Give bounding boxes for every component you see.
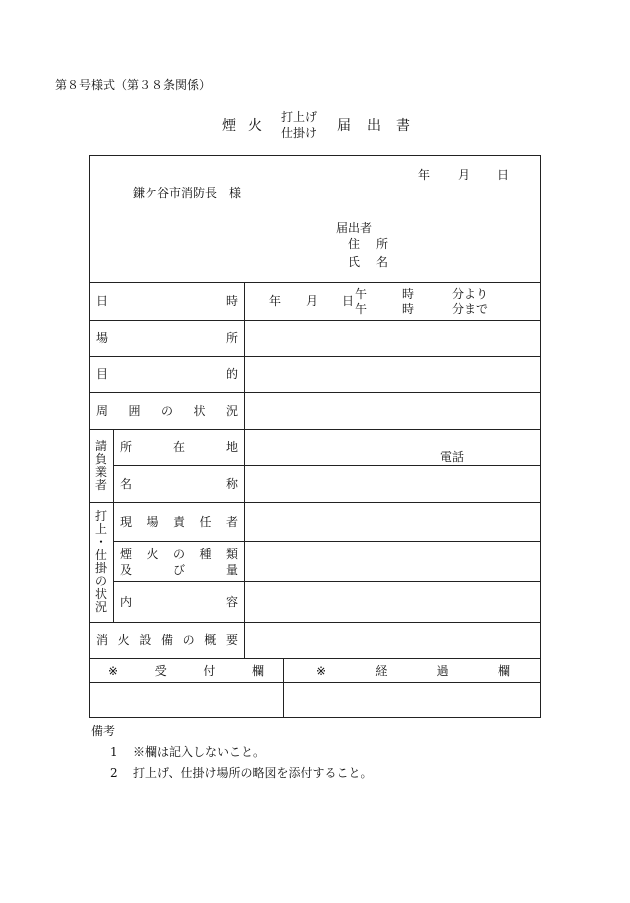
- surroundings-field[interactable]: [245, 393, 540, 429]
- group-column-divider: [113, 429, 114, 623]
- note-text: 打上げ、仕掛け場所の略図を添付すること。: [133, 766, 373, 780]
- display-group-label: 打 上 ・ 仕 掛 の 状 況: [94, 509, 107, 614]
- footer-column-divider: [283, 658, 284, 718]
- datetime-minute-from: 分より: [452, 287, 489, 301]
- reception-column-header: ※ 受 付 欄: [108, 664, 264, 678]
- note-text: ※欄は記入しないこと。: [133, 745, 266, 759]
- datetime-month: 月: [306, 294, 319, 308]
- title-char: 煙: [222, 118, 236, 134]
- progress-column-header: ※ 経 過 欄: [316, 664, 510, 678]
- purpose-field[interactable]: [245, 357, 540, 392]
- title-option-set-fireworks: 仕掛け: [281, 126, 318, 140]
- title-char: 火: [248, 118, 262, 134]
- fire-equipment-field[interactable]: [245, 623, 540, 658]
- contractor-group-label: 請 負 業 者: [94, 439, 107, 492]
- datetime-ampm-from: 午: [355, 287, 368, 301]
- notes-heading: 備考: [91, 724, 116, 738]
- table-border-right: [540, 155, 541, 718]
- contents-field[interactable]: [245, 582, 540, 622]
- contractor-name-label: 名 称: [120, 477, 238, 491]
- contractor-phone-label: 電話: [440, 450, 465, 464]
- addressee: 鎌ケ谷市消防長 様: [133, 186, 242, 200]
- fire-equipment-label: 消 火 設 備 の 概 要: [96, 633, 238, 647]
- notifier-address-label: 住 所: [348, 237, 388, 251]
- table-border-left: [89, 155, 90, 718]
- purpose-label: 目 的: [96, 367, 238, 381]
- row-divider: [89, 429, 541, 430]
- date-year-label: 年: [418, 168, 431, 182]
- datetime-day: 日: [342, 294, 355, 308]
- fireworks-kind-field[interactable]: [245, 542, 540, 581]
- site-manager-label: 現 場 責 任 者: [120, 515, 238, 529]
- title-option-fireworks-launch: 打上げ: [281, 110, 318, 124]
- notifier-name-label: 氏 名: [348, 255, 388, 269]
- notifier-label: 届出者: [336, 221, 373, 235]
- surroundings-label: 周 囲 の 状 況: [96, 404, 238, 418]
- datetime-ampm-to: 午: [355, 302, 368, 316]
- place-label: 場 所: [96, 331, 238, 345]
- title-char: 書: [396, 118, 410, 134]
- title-char: 出: [367, 118, 381, 134]
- contractor-location-label: 所 在 地: [120, 440, 238, 454]
- row-divider: [89, 658, 541, 659]
- date-day-label: 日: [497, 168, 510, 182]
- form-number: 第８号様式（第３８条関係）: [55, 78, 212, 92]
- datetime-label: 日 時: [96, 294, 238, 308]
- table-border-bottom: [89, 717, 541, 718]
- contractor-name-field[interactable]: [245, 466, 540, 502]
- datetime-hour-to: 時: [402, 302, 415, 316]
- contents-label: 内 容: [120, 595, 238, 609]
- place-field[interactable]: [245, 321, 540, 356]
- datetime-year: 年: [269, 294, 282, 308]
- table-border-top: [89, 155, 541, 156]
- row-divider: [89, 282, 541, 283]
- note-number: 1: [110, 745, 118, 759]
- date-month-label: 月: [458, 168, 471, 182]
- fireworks-kind-label: 煙 火 の 種 類: [120, 547, 238, 561]
- title-char: 届: [337, 118, 351, 134]
- row-divider: [89, 682, 541, 683]
- datetime-minute-to: 分まで: [452, 302, 489, 316]
- note-number: 2: [110, 766, 118, 780]
- datetime-hour-from: 時: [402, 287, 415, 301]
- site-manager-field[interactable]: [245, 503, 540, 541]
- fireworks-quantity-label: 及 び 量: [120, 563, 238, 577]
